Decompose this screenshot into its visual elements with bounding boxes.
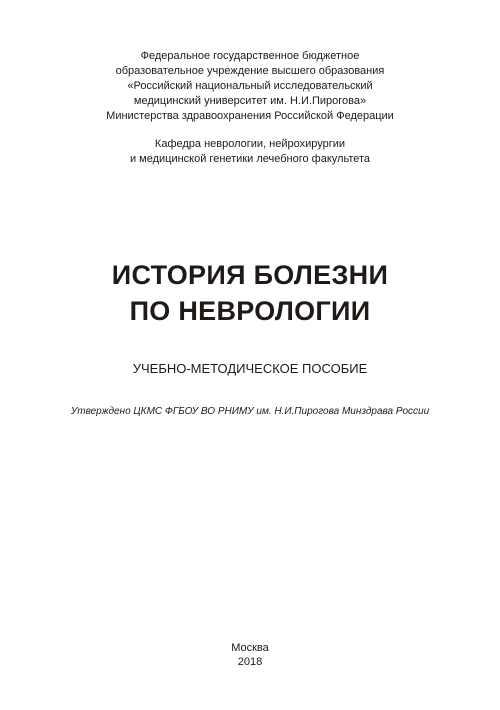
department-name — [0, 137, 500, 167]
approval-note: Утверждено ЦКМС ФГБОУ ВО РНИМУ им. Н.И.Пирогова Минздрава России — [70, 406, 430, 417]
imprint-city: Москва — [231, 642, 269, 654]
title-line: ИСТОРИЯ БОЛЕЗНИ — [111, 260, 389, 290]
document-title — [0, 257, 500, 329]
imprint — [0, 641, 500, 669]
institution-line: Федеральное государственное бюджетное — [140, 50, 360, 62]
institution-line: медицинский университет им. Н.И.Пирогова» — [133, 95, 367, 107]
institution-line: Министерства здравоохранения Российской Федерации — [106, 110, 394, 122]
institution-line: «Российский национальный исследовательский — [127, 80, 373, 92]
department-line: и медицинской генетики лечебного факультета — [129, 153, 371, 165]
institution-header — [0, 49, 500, 124]
department-line: Кафедра неврологии, нейрохирургии — [154, 138, 346, 150]
imprint-year: 2018 — [237, 656, 263, 668]
institution-line: образовательное учреждение высшего образования — [115, 65, 385, 77]
title-line: ПО НЕВРОЛОГИИ — [129, 296, 371, 326]
document-subtitle: УЧЕБНО-МЕТОДИЧЕСКОЕ ПОСОБИЕ — [132, 361, 368, 376]
